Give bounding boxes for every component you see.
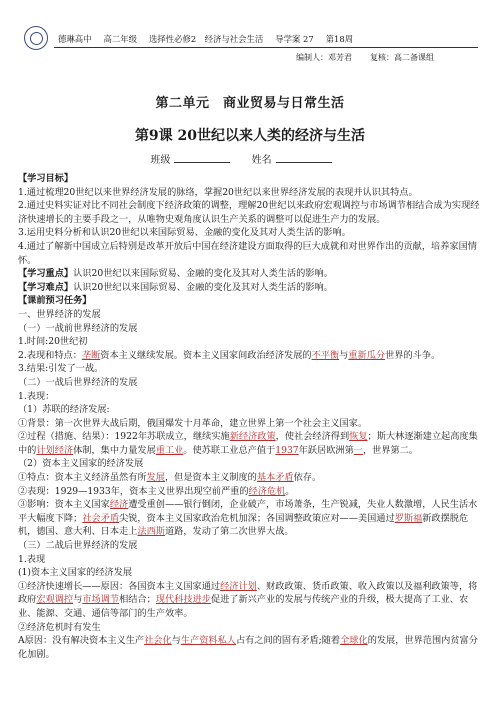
text-run: ，但是资本主义制度的	[165, 472, 257, 484]
answer-blank: 宏观调控	[36, 594, 74, 606]
header-divider	[54, 47, 478, 48]
answer-blank: 一	[353, 444, 363, 456]
answer-blank: 不平衡	[311, 349, 340, 361]
text-run: ；斯大林逐渐建立起高度集中的	[18, 431, 478, 456]
class-field[interactable]	[174, 153, 230, 163]
text-run: 与	[73, 594, 83, 606]
outline-line	[18, 485, 482, 499]
text-run: ③影响：资本主义国家	[18, 499, 110, 511]
outline-line: ②经济危机时有发生	[18, 621, 101, 633]
worksheet-content	[18, 172, 482, 661]
outline-line: 1.表现：	[18, 390, 55, 402]
text-run: 依存。	[293, 472, 322, 484]
outline-line: （2）资本主义国家的经济发展	[18, 458, 144, 470]
outline-line: 1.时间:20世纪初	[18, 336, 88, 348]
answer-blank: 垄断	[81, 349, 101, 361]
editor: 编制人：邓芳君	[296, 53, 352, 62]
course: 选择性必修2 经济与社会生活	[149, 34, 264, 44]
text-run: ，世界第二。	[362, 444, 419, 456]
outline-line: 一、世界经济的发展	[18, 308, 101, 320]
text-run: 年跃居欧洲第	[298, 444, 354, 456]
text-run: ②过程（措施、结果）：1922年苏联成立，继续实施	[18, 431, 230, 443]
answer-blank: 经济计划	[220, 580, 257, 592]
key-point-label: 【学习重点】	[18, 268, 74, 280]
text-run: 与	[339, 349, 349, 361]
answer-blank: 社会化	[144, 635, 172, 647]
school-name: 德琳高中	[58, 34, 92, 44]
outline-line: （三）二战后世界经济的发展	[18, 540, 138, 552]
answer-blank: 新经济政策	[229, 431, 276, 443]
school-logo-icon	[24, 26, 48, 50]
answer-blank: 法西斯	[137, 526, 165, 538]
answer-blank: 重新瓜分	[348, 349, 386, 361]
answer-blank: 罗斯福	[394, 512, 423, 524]
outline-line: ①背景：第一次世界大战后期，俄国爆发十月革命，建立世界上第一个社会主义国家。	[18, 417, 368, 429]
difficult-point	[18, 281, 482, 295]
outline-line	[18, 634, 482, 661]
text-run: 。使苏联工业总产值于	[183, 444, 276, 456]
answer-blank: 全球化	[340, 635, 368, 647]
page-header	[18, 0, 482, 62]
answer-blank: 经济危机	[248, 485, 286, 497]
outline-line	[18, 498, 482, 539]
text-run: ①特点：资本主义经济虽然有所	[18, 472, 147, 484]
difficult-point-label: 【学习难点】	[18, 281, 74, 293]
grade: 高二年级	[103, 34, 137, 44]
key-point	[18, 267, 482, 281]
text-run: 道路，发动了第二次世界大战。	[165, 526, 294, 538]
answer-blank: 发展	[146, 472, 165, 484]
answer-blank: 基本矛盾	[256, 472, 294, 484]
text-run: 占有之间的固有矛盾;随着	[235, 635, 341, 647]
unit-title: 第二单元 商业贸易与日常生活	[155, 96, 345, 111]
answer-blank: 现代科技进步	[155, 594, 211, 606]
lesson-title: 第9课 20世纪以来人类的经济与生活	[134, 128, 366, 144]
week: 第18周	[325, 34, 354, 44]
text-run: 资本主义继续发展。资本主义国家间政治经济发展的	[100, 349, 312, 361]
text-run: 新政摆脱危机，德国、意大利、日本走上	[18, 512, 469, 538]
preview-heading: 【课前预习任务】	[18, 295, 92, 307]
goal-item: 4.通过了解新中国成立后特别是改革开放后中国在经济建设方面取得的巨大成就和对世界作出的贡献，培养家国情怀。	[18, 240, 477, 266]
goal-item: 1.通过梳理20世纪以来世界经济发展的脉络，掌握20世纪以来世界经济发展的表现并认识其特点。	[18, 186, 418, 198]
text-run: 相结合；	[119, 594, 156, 606]
text-run: 尖锐，资本主义国家政治危机加深；各国调整政策应对——美国通过	[119, 512, 395, 524]
outline-line: （一）一战前世界经济的发展	[18, 322, 138, 334]
key-point-text: 认识20世纪以来国际贸易、金融的变化及其对人类生活的影响。	[73, 268, 333, 280]
text-run: A原因：没有解决资本主义生产	[18, 635, 145, 647]
outline-line	[18, 580, 482, 621]
answer-blank: 经济	[109, 499, 129, 511]
outline-line	[18, 430, 482, 457]
answer-blank: 重工业	[155, 444, 184, 456]
outline-line: （二）一战后世界经济的发展	[18, 376, 138, 388]
outline-line: 3.结果:引发了一战。	[18, 363, 104, 375]
text-run: 遭受重创——银行倒闭，企业破产，市场萧条，生产锐减，失业人数激增，人民生活水平大幅度下降；	[18, 499, 478, 524]
text-run: 世界的斗争。	[385, 349, 441, 361]
difficult-point-text: 认识20世纪以来国际贸易、金融的变化及其对人类生活的影响。	[73, 281, 333, 293]
outline-line	[18, 349, 482, 363]
outline-line: （1）苏联的经济发展:	[18, 404, 110, 416]
doc-type: 导学案 27	[275, 34, 314, 44]
text-run: 、财政政策、货币政策、收入政策以及福利政策等，将政府	[18, 580, 478, 606]
header-credits	[296, 52, 434, 63]
text-run: 的发展，世界范围内贫富分化加剧。	[18, 635, 478, 660]
answer-blank: 市场调节	[82, 594, 120, 606]
text-run: 体制，集中力量发展	[73, 444, 156, 456]
text-run: ，使社会经济得到	[275, 431, 350, 443]
goal-item: 3.运用史料分析和认识20世纪以来国际贸易、金融的变化及其对人类生活的影响。	[18, 227, 351, 239]
class-label: 班级	[150, 155, 171, 166]
outline-line	[18, 471, 482, 485]
answer-blank: 生产资料私人	[180, 635, 236, 647]
student-info-row	[18, 151, 482, 166]
text-run: 。	[285, 485, 295, 497]
outline-line: (1)资本主义国家的经济发展	[18, 567, 133, 579]
text-run: 2.表现和特点：	[18, 349, 82, 361]
text-run: 与	[171, 635, 181, 647]
text-run: ②表现：1929—1933年，资本主义世界出现空前严重的	[18, 485, 249, 497]
answer-blank: 社会矛盾	[82, 512, 120, 524]
outline-line: 1.表现	[18, 553, 46, 565]
reviewer: 复核：高二备课组	[370, 53, 434, 62]
name-field[interactable]	[276, 153, 332, 163]
answer-blank: 恢复	[349, 431, 368, 443]
text-run: ①经济快速增长——原因：各国资本主义国家通过	[18, 580, 221, 592]
name-label: 姓名	[251, 155, 272, 166]
text-run: 促进了新兴产业的发展与传统产业的升级，极大提高了工业、农业、能源、交通、通信等部门的生产效率。	[18, 594, 469, 619]
goal-item: 2.通过史料实证对比不同社会制度下经济政策的调整，理解20世纪以来政府宏观调控与市场调节相结合成为实现经济快速增长的主要手段之一，从唯物史观角度认识生产关系的调整可以促进生产力的发展。	[18, 200, 480, 225]
header-info	[58, 33, 482, 45]
answer-blank: 1937	[275, 444, 299, 456]
answer-blank: 计划经济	[36, 444, 74, 456]
goals-heading: 【学习目标】	[18, 173, 74, 184]
